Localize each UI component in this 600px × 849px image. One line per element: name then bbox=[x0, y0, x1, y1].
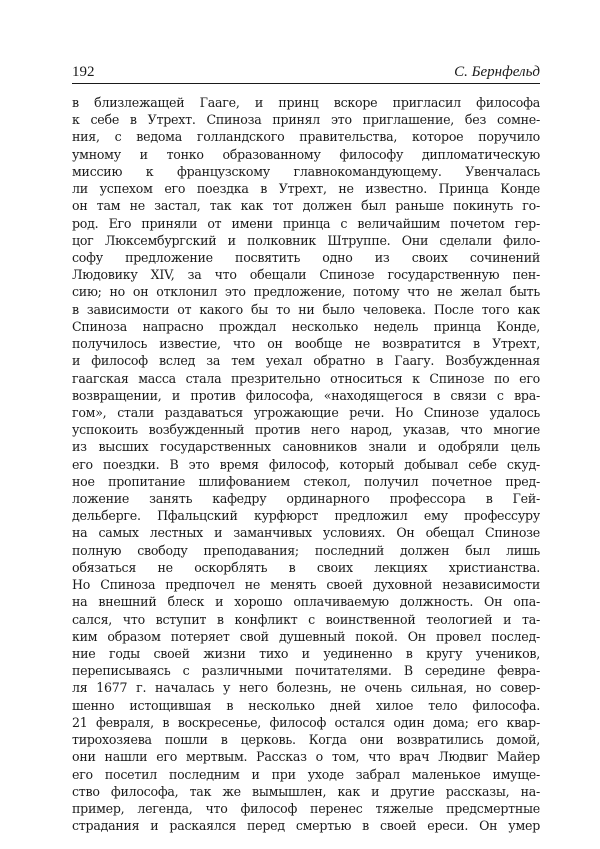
text-line: сался, что вступит в конфликт с воинственной теологией и та- bbox=[72, 611, 540, 627]
text-line: род. Его приняли от имени принца с величайшим почетом гер- bbox=[72, 215, 540, 231]
text-line: ние годы своей жизни тихо и уединенно в кругу учеников, bbox=[72, 646, 540, 661]
text-line: сию; но он отклонил это предложение, потому что не желал быть bbox=[72, 284, 540, 300]
text-line: Спиноза напрасно прождал несколько недель принца Конде, bbox=[72, 318, 540, 334]
text-line: обязаться не оскорблять в своих лекциях христианства. bbox=[72, 559, 540, 575]
text-line: ное пропитание шлифованием стекол, получил почетное пред- bbox=[72, 473, 540, 489]
page-number: 192 bbox=[72, 64, 95, 80]
text-line: из высших государственных сановников знали и одобряли цель bbox=[72, 439, 540, 455]
text-line: ния, с ведома голландского правительства, которое поручило bbox=[72, 129, 540, 145]
text-line: в близлежащей Гааге, и принц вскоре пригласил философа bbox=[72, 95, 540, 110]
text-line: 21 февраля, в воскресенье, философ остался один дома; его квар- bbox=[72, 714, 540, 730]
body-text bbox=[72, 94, 540, 834]
text-line: его поездки. В это время философ, который добывал себе скуд- bbox=[72, 456, 540, 472]
text-line: и философ вслед за тем уехал обратно в Гаагу. Возбужденная bbox=[72, 353, 540, 369]
text-line: на внешний блеск и хорошо оплачиваемую должность. Он опа- bbox=[72, 594, 540, 610]
text-line: возвращении, и против философа, «находящегося в связи с вра- bbox=[72, 387, 540, 403]
text-line: успокоить возбужденный против него народ, указав, что многие bbox=[72, 422, 540, 438]
text-line: его посетил последним и при уходе забрал маленькое имуще- bbox=[72, 766, 540, 782]
text-line: переписываясь с различными почитателями. В середине февра- bbox=[72, 663, 540, 679]
text-line: гаагская масса стала презрительно относиться к Спинозе по его bbox=[72, 370, 540, 386]
text-line: гом», стали раздаваться угрожающие речи. Но Спинозе удалось bbox=[72, 404, 540, 420]
text-line: в зависимости от какого бы то ни было человека. После того как bbox=[72, 301, 540, 317]
text-line: ли успехом его поездка в Утрехт, не известно. Принца Конде bbox=[72, 181, 540, 197]
text-line: получилось известие, что он вообще не возвратится в Утрехт, bbox=[72, 336, 540, 352]
running-head-author: С. Бернфельд bbox=[454, 64, 540, 80]
text-line: страдания и раскаялся перед смертью в своей ереси. Он умер bbox=[72, 818, 540, 834]
page-header bbox=[72, 62, 540, 82]
text-line: ложение занять кафедру ординарного профессора в Гей- bbox=[72, 491, 540, 507]
text-line: Но Спиноза предпочел не менять своей духовной независимости bbox=[72, 577, 540, 593]
text-line: цог Люксембургский и полковник Штруппе. Они сделали фило- bbox=[72, 232, 540, 248]
header-rule bbox=[72, 83, 540, 84]
text-line: ля 1677 г. началась у него болезнь, не очень сильная, но совер- bbox=[72, 680, 540, 696]
text-line: он там не застал, так как тот должен был раньше покинуть го- bbox=[72, 198, 540, 214]
text-line: к себе в Утрехт. Спиноза принял это приглашение, без сомне- bbox=[72, 112, 540, 128]
text-line: на самых лестных и заманчивых условиях. Он обещал Спинозе bbox=[72, 525, 540, 541]
text-line: тирохозяева пошли в церковь. Когда они возвратились домой, bbox=[72, 732, 540, 748]
text-line: Людовику XIV, за что обещали Спинозе государственную пен- bbox=[72, 267, 540, 283]
text-line: дельберге. Пфальцский курфюрст предложил ему профессуру bbox=[72, 508, 540, 524]
text-line: шенно истощившая в несколько дней хилое тело философа. bbox=[72, 697, 540, 713]
text-line: пример, легенда, что философ перенес тяжелые предсмертные bbox=[72, 800, 540, 816]
text-line: полную свободу преподавания; последний должен был лишь bbox=[72, 542, 540, 558]
text-line: миссию к французскому главнокомандующему. Увенчалась bbox=[72, 163, 540, 179]
text-line: ство философа, так же вымышлен, как и другие рассказы, на- bbox=[72, 783, 540, 799]
text-line: ким образом потеряет свой душевный покой. Он провел послед- bbox=[72, 628, 540, 644]
text-line: умному и тонко образованному философу дипломатическую bbox=[72, 146, 540, 162]
text-line: софу предложение посвятить одно из своих сочинений bbox=[72, 249, 540, 265]
text-line: они нашли его мертвым. Рассказ о том, что врач Людвиг Майер bbox=[72, 749, 540, 765]
